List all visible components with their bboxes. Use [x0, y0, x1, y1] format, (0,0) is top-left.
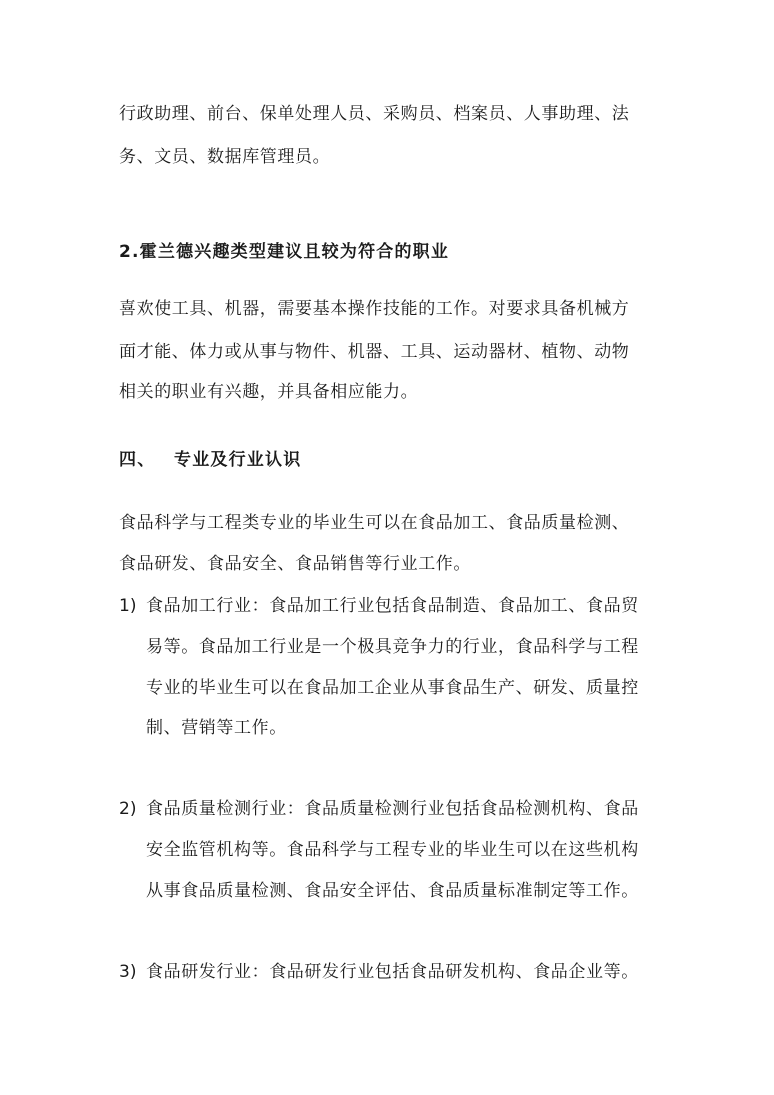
section-title: 专业及行业认识	[174, 450, 302, 470]
list-item-line: 安全监管机构等。食品科学与工程专业的毕业生可以在这些机构	[146, 840, 639, 860]
paragraph-line: 面才能、体力或从事与物件、机器、工具、运动器材、植物、动物	[119, 342, 630, 362]
list-item-number: 3)	[119, 962, 137, 982]
list-item-number: 2)	[119, 799, 137, 819]
list-item-line: 从事食品质量检测、食品安全评估、食品质量标准制定等工作。	[146, 881, 639, 901]
paragraph-line: 喜欢使工具、机器，需要基本操作技能的工作。对要求具备机械方	[119, 299, 630, 319]
list-item-line: 食品质量检测行业：食品质量检测行业包括食品检测机构、食品	[146, 799, 639, 819]
list-item-line: 专业的毕业生可以在食品加工企业从事食品生产、研发、质量控	[146, 678, 639, 698]
paragraph-line: 务、文员、数据库管理员。	[119, 147, 331, 167]
list-item-line: 食品研发行业：食品研发行业包括食品研发机构、食品企业等。	[146, 962, 639, 982]
section-number: 四、	[119, 450, 156, 470]
list-item-line: 食品加工行业：食品加工行业包括食品制造、食品加工、食品贸	[146, 596, 639, 616]
paragraph-line: 相关的职业有兴趣，并具备相应能力。	[119, 382, 419, 402]
list-item-line: 制、营销等工作。	[146, 718, 287, 738]
paragraph-line: 食品研发、食品安全、食品销售等行业工作。	[119, 554, 471, 574]
list-item-number: 1)	[119, 596, 137, 616]
list-item-line: 易等。食品加工行业是一个极具竞争力的行业，食品科学与工程	[146, 637, 639, 657]
paragraph-line: 行政助理、前台、保单处理人员、采购员、档案员、人事助理、法	[119, 104, 630, 124]
paragraph-line: 食品科学与工程类专业的毕业生可以在食品加工、食品质量检测、	[119, 513, 630, 533]
section-heading: 2.霍兰德兴趣类型建议且较为符合的职业	[119, 242, 450, 262]
